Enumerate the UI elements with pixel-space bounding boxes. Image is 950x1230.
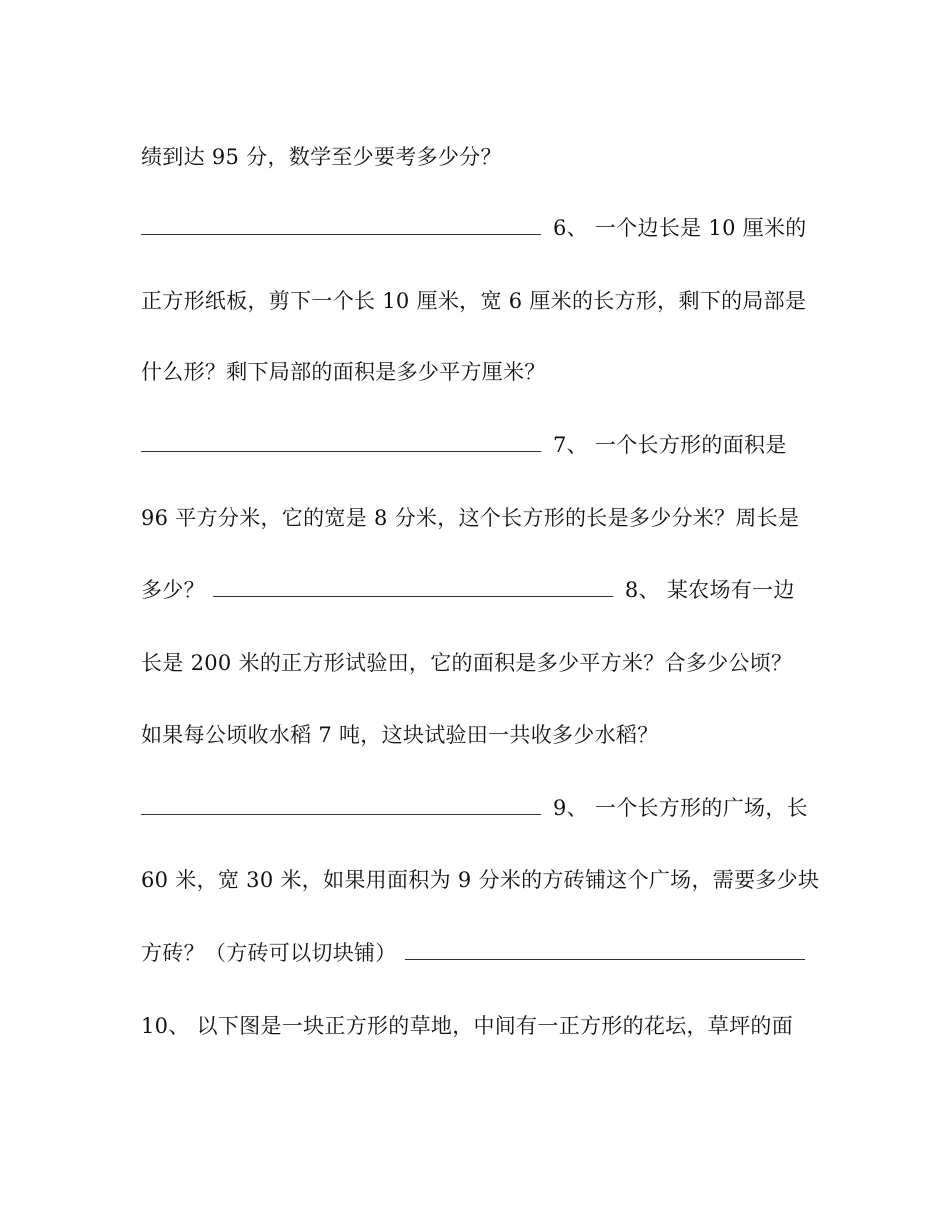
line-text: 多少？ <box>141 578 205 602</box>
line-text: 60 米，宽 30 米，如果用面积为 9 分米的方砖铺这个广场，需要多少块 <box>141 868 820 892</box>
text-line-9 <box>141 720 811 750</box>
line-text: 方砖？（方砖可以切块铺） <box>141 941 397 965</box>
text-line-12 <box>141 938 811 968</box>
question-9-start: 9、 一个长方形的广场，长 <box>553 796 808 820</box>
text-line-8 <box>141 648 811 678</box>
line-text: 绩到达 95 分，数学至少要考多少分？ <box>141 145 502 169</box>
text-line-2 <box>141 213 811 243</box>
question-8-start: 8、 某农场有一边 <box>624 578 795 602</box>
text-line-6 <box>141 503 811 533</box>
text-line-11 <box>141 865 820 895</box>
line-text: 96 平方分米，它的宽是 8 分米，这个长方形的长是多少分米？周长是 <box>141 506 800 530</box>
text-line-10 <box>141 793 811 823</box>
line-text: 什么形？剩下局部的面积是多少平方厘米？ <box>141 360 546 384</box>
text-line-5 <box>141 430 811 460</box>
answer-blank-9[interactable] <box>405 939 805 960</box>
text-line-7 <box>141 575 811 605</box>
line-text: 如果每公顷收水稻 7 吨，这块试验田一共收多少水稻？ <box>141 723 659 747</box>
text-line-3 <box>141 286 811 316</box>
question-6-start: 6、 一个边长是 10 厘米的 <box>553 216 807 240</box>
question-10-start: 10、 以下图是一块正方形的草地，中间有一正方形的花坛，草坪的面 <box>141 1014 793 1038</box>
line-text: 长是 200 米的正方形试验田，它的面积是多少平方米？合多少公顷？ <box>141 651 793 675</box>
text-line-4 <box>141 357 811 387</box>
text-line-1 <box>141 142 811 172</box>
answer-blank-6[interactable] <box>141 431 541 452</box>
question-7-start: 7、 一个长方形的面积是 <box>553 433 787 457</box>
text-line-13 <box>141 1011 811 1041</box>
line-text: 正方形纸板，剪下一个长 10 厘米，宽 6 厘米的长方形，剩下的局部是 <box>141 289 807 313</box>
answer-blank-5[interactable] <box>141 214 541 235</box>
answer-blank-8[interactable] <box>141 794 541 815</box>
answer-blank-7[interactable] <box>213 576 613 597</box>
